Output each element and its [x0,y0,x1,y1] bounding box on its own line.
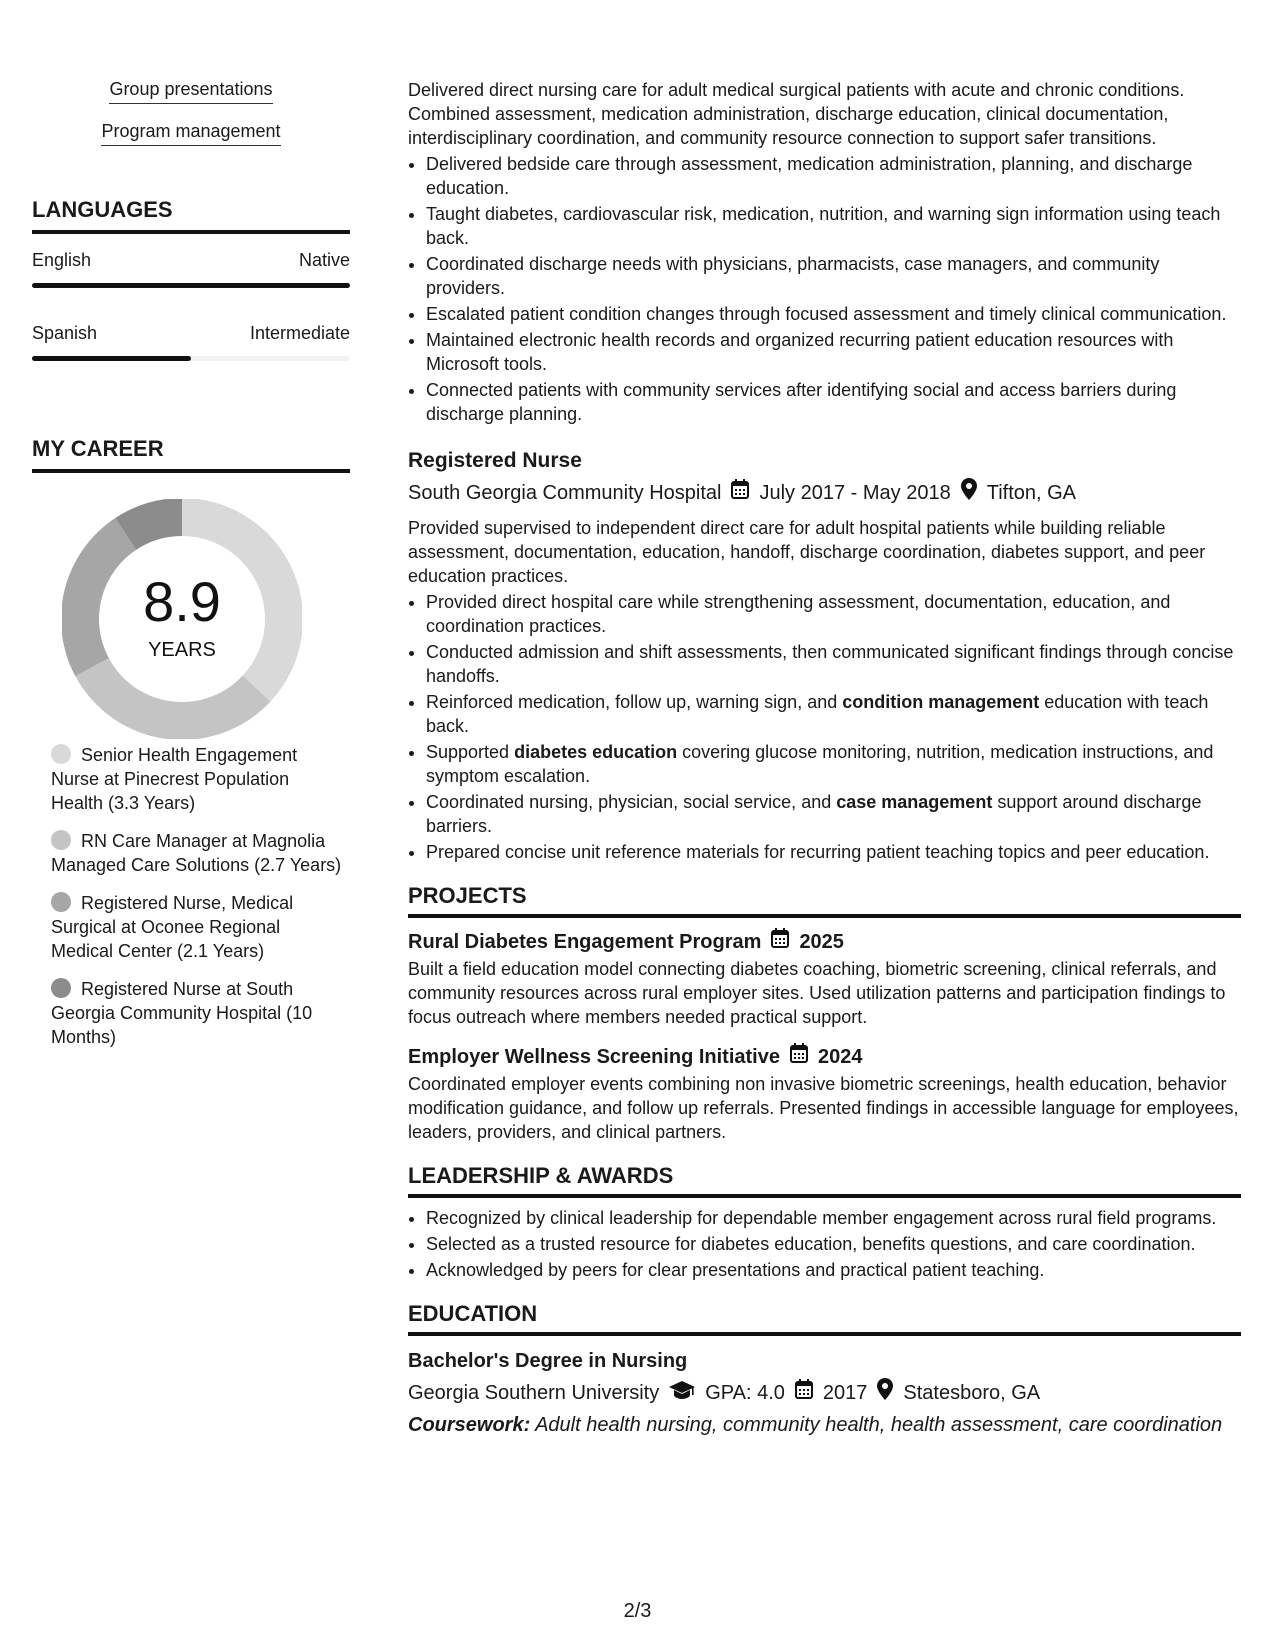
project-year: 2025 [799,930,844,953]
language-row [32,321,350,361]
education-meta [408,1378,1241,1408]
language-name: English [32,250,92,270]
education-heading: EDUCATION [408,1300,1241,1336]
career-section [32,435,350,1049]
project-title [408,1043,1241,1070]
career-donut [32,489,350,739]
career-total: 8.9 [143,570,221,633]
legend-dot-icon [51,892,71,912]
coursework-label: Coursework: [408,1414,531,1436]
job-meta [408,478,1241,508]
career-legend-label: RN Care Manager at Magnolia Managed Care Solutions (2.7 Years) [51,831,342,875]
job-title: Registered Nurse [408,449,582,472]
job-bullet: • Supported diabetes education covering glucose monitoring, nutrition, medication instructions, and symptom escalation. [426,740,1241,788]
language-level: Intermediate [249,323,350,343]
career-legend-item [51,891,342,963]
language-bar-fill [32,356,191,361]
legend-dot-icon [51,744,71,764]
job-bullet: • Coordinated nursing, physician, social service, and case management support around discharge barriers. [426,790,1241,838]
job-bullets [408,590,1241,864]
career-heading: MY CAREER [32,435,350,473]
job-summary: Delivered direct nursing care for adult medical surgical patients with acute and chronic conditions. Combined assessment, medication administration, discharge education, clinical documentation, interdisciplinary coordination, and community resource connection to support safer transitions. [408,80,1185,148]
job-bullets [408,152,1241,426]
graduation-cap-icon [669,1379,695,1407]
languages-heading: LANGUAGES [32,196,350,234]
education-degree: Bachelor's Degree in Nursing [408,1350,688,1372]
leadership-item: • Recognized by clinical leadership for dependable member engagement across rural field programs. [426,1206,1241,1230]
leadership-item: • Acknowledged by peers for clear presentations and practical patient teaching. [426,1258,1241,1282]
education-gpa: GPA: 4.0 [705,1382,785,1404]
job-bullet: • Coordinated discharge needs with physicians, pharmacists, case managers, and community providers. [426,252,1241,300]
location-pin-icon [877,1378,893,1408]
calendar-icon [771,928,789,955]
skill-list [32,78,350,146]
skill-tag: Program management [101,120,280,146]
job-employer: South Georgia Community Hospital [408,482,722,504]
leadership-item: • Selected as a trusted resource for diabetes education, benefits questions, and care coordination. [426,1232,1241,1256]
project-description: Built a field education model connecting diabetes coaching, biometric screening, clinical referrals, and community resources across rural employer sites. Used utilization patterns and participation findings to focus outreach where members needed practical support. [408,959,1226,1027]
calendar-icon [731,479,749,507]
language-bar-fill [32,283,350,288]
language-level: Native [298,250,350,270]
coursework-text: Adult health nursing, community health, health assessment, care coordination [535,1414,1223,1436]
job-bullet: • Conducted admission and shift assessments, then communicated significant findings through concise handoffs. [426,640,1241,688]
job-bullet: • Maintained electronic health records and organized recurring patient education resources with Microsoft tools. [426,328,1241,376]
donut-segment [75,658,270,739]
job-dates: July 2017 - May 2018 [759,482,951,504]
calendar-icon [790,1043,808,1070]
job-bullet: • Escalated patient condition changes through focused assessment and timely clinical communication. [426,302,1241,326]
leadership-heading: LEADERSHIP & AWARDS [408,1162,1241,1198]
location-pin-icon [961,478,977,508]
education-location: Statesboro, GA [903,1382,1041,1404]
main-content [408,78,1241,1438]
job-bullet: • Provided direct hospital care while strengthening assessment, documentation, education, and coordination practices. [426,590,1241,638]
calendar-icon [795,1379,813,1407]
project-name: Rural Diabetes Engagement Program [408,930,762,953]
career-legend-label: Registered Nurse at South Georgia Community Hospital (10 Months) [51,979,313,1047]
education-year: 2017 [822,1382,868,1404]
sidebar [32,78,350,1063]
job-bullet: • Taught diabetes, cardiovascular risk, medication, nutrition, and warning sign information using teach back. [426,202,1241,250]
language-name: Spanish [32,323,98,343]
job-bullet: • Delivered bedside care through assessment, medication administration, planning, and discharge education. [426,152,1241,200]
education-coursework [408,1412,1241,1438]
languages-section [32,196,350,361]
career-legend-label: Senior Health Engagement Nurse at Pinecrest Population Health (3.3 Years) [51,745,298,813]
career-legend-item [51,829,342,877]
leadership-list [408,1206,1241,1282]
career-unit: YEARS [148,639,216,661]
page-number: 2/3 [623,1600,652,1622]
project-year: 2024 [817,1045,863,1068]
legend-dot-icon [51,830,71,850]
career-legend-label: Registered Nurse, Medical Surgical at Oconee Regional Medical Center (2.1 Years) [51,893,294,961]
job-bullet: • Prepared concise unit reference materials for recurring patient teaching topics and peer education. [426,840,1241,864]
career-legend-item [51,977,342,1049]
job-bullet: • Connected patients with community services after identifying social and access barriers during discharge planning. [426,378,1241,426]
projects-heading: PROJECTS [408,882,1241,918]
project-title [408,928,1241,955]
career-legend [32,743,350,1049]
language-row [32,248,350,288]
job-location: Tifton, GA [986,482,1077,504]
language-bar [32,356,350,361]
language-bar [32,283,350,288]
skill-tag: Group presentations [109,78,272,104]
job-bullet: • Reinforced medication, follow up, warning sign, and condition management education with teach back. [426,690,1241,738]
legend-dot-icon [51,978,71,998]
project-name: Employer Wellness Screening Initiative [408,1045,780,1068]
project-description: Coordinated employer events combining non invasive biometric screenings, health education, behavior modification guidance, and follow up referrals. Presented findings in accessible language for employees, leaders, providers, and clinical partners. [408,1074,1239,1142]
job-summary: Provided supervised to independent direct care for adult hospital patients while building reliable assessment, documentation, education, handoff, discharge coordination, diabetes support, and peer education practices. [408,518,1206,586]
career-legend-item [51,743,342,815]
education-school: Georgia Southern University [408,1382,660,1404]
